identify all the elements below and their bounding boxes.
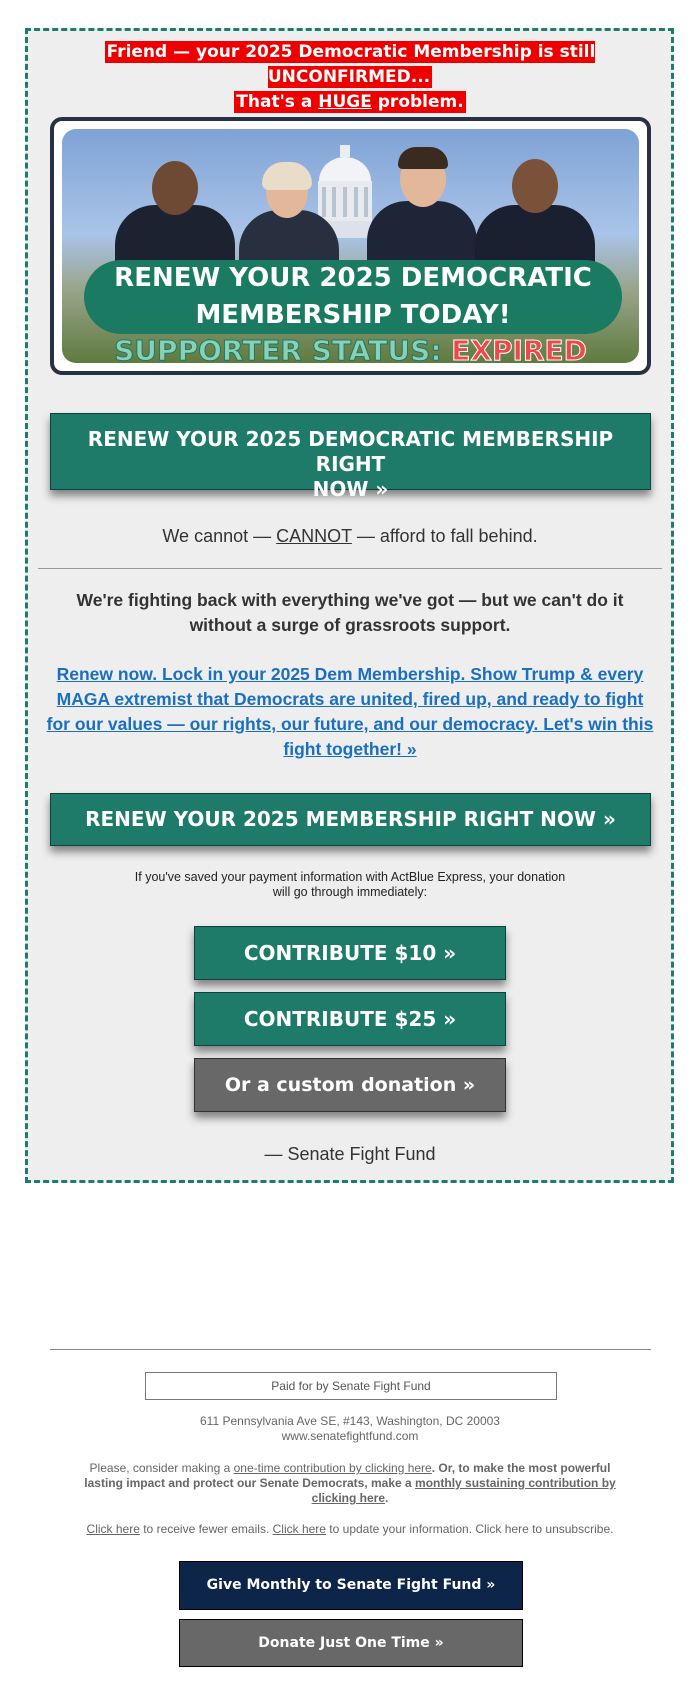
divider <box>38 568 662 569</box>
paid-for-box: Paid for by Senate Fight Fund <box>145 1372 557 1400</box>
cannot-emphasis: CANNOT <box>276 526 352 546</box>
alert-huge: HUGE <box>318 92 372 112</box>
header-alert <box>52 40 648 115</box>
footer-email-prefs: Click here to receive fewer emails. Click here to update your information. Click here to unsubscribe. <box>86 1522 614 1536</box>
renew-now-link[interactable]: Renew now. Lock in your 2025 Dem Membership. Show Trump & every MAGA extremist that Democrats are united, fired up, and ready to fight for our values — our rights, our future, and our democracy. Let's win this fight together! » <box>46 664 654 759</box>
hero-photo <box>62 129 639 363</box>
fewer-emails-link[interactable]: Click here <box>86 1522 140 1536</box>
contribute-25-button[interactable]: CONTRIBUTE $25 » <box>194 992 506 1046</box>
renew-membership-button-mid[interactable]: RENEW YOUR 2025 MEMBERSHIP RIGHT NOW » <box>50 793 651 846</box>
alert-line-2: That's a HUGE problem. <box>236 92 464 112</box>
person-3 <box>362 145 482 267</box>
footer-address: 611 Pennsylvania Ave SE, #143, Washington, DC 20003 www.senatefightfund.com <box>70 1414 630 1444</box>
person-2 <box>234 162 344 267</box>
actblue-express-note: If you've saved your payment information with ActBlue Express, your donation will go through immediately: <box>134 870 566 899</box>
supporter-status <box>62 336 639 363</box>
status-label: SUPPORTER STATUS: <box>114 334 442 363</box>
contribute-10-button[interactable]: CONTRIBUTE $10 » <box>194 926 506 980</box>
renew-membership-button-top[interactable]: RENEW YOUR 2025 DEMOCRATIC MEMBERSHIP RIGHT NOW » <box>50 413 651 490</box>
footer-website[interactable]: www.senatefightfund.com <box>281 1429 419 1443</box>
give-monthly-button[interactable]: Give Monthly to Senate Fight Fund » <box>179 1561 523 1610</box>
fighting-back-text: We're fighting back with everything we've got — but we can't do it without a surge of grassroots support. <box>76 590 624 635</box>
monthly-contribution-link[interactable]: monthly sustaining contribution by clicking here <box>311 1476 616 1505</box>
footer-consider: Please, consider making a one-time contribution by clicking here. Or, to make the most powerful lasting impact and protect our Senate Democrats, make a monthly sustaining contribution by clicking here. <box>84 1461 616 1505</box>
hero-banner[interactable] <box>50 117 651 375</box>
person-4 <box>470 155 600 267</box>
cannot-fall-behind: We cannot — CANNOT — afford to fall behind. <box>162 526 538 546</box>
status-expired: EXPIRED <box>451 334 587 363</box>
custom-donation-button[interactable]: Or a custom donation » <box>194 1058 506 1112</box>
update-info-link[interactable]: Click here <box>272 1522 326 1536</box>
signature: — Senate Fight Fund <box>264 1144 436 1164</box>
hero-headline: RENEW YOUR 2025 DEMOCRATIC MEMBERSHIP TODAY! <box>84 260 622 334</box>
person-1 <box>110 157 240 267</box>
alert-line-1: Friend — your 2025 Democratic Membership is still UNCONFIRMED... <box>106 42 596 87</box>
donate-one-time-button[interactable]: Donate Just One Time » <box>179 1619 523 1667</box>
footer-divider <box>50 1349 651 1350</box>
one-time-contribution-link[interactable]: one-time contribution by clicking here <box>233 1461 432 1475</box>
